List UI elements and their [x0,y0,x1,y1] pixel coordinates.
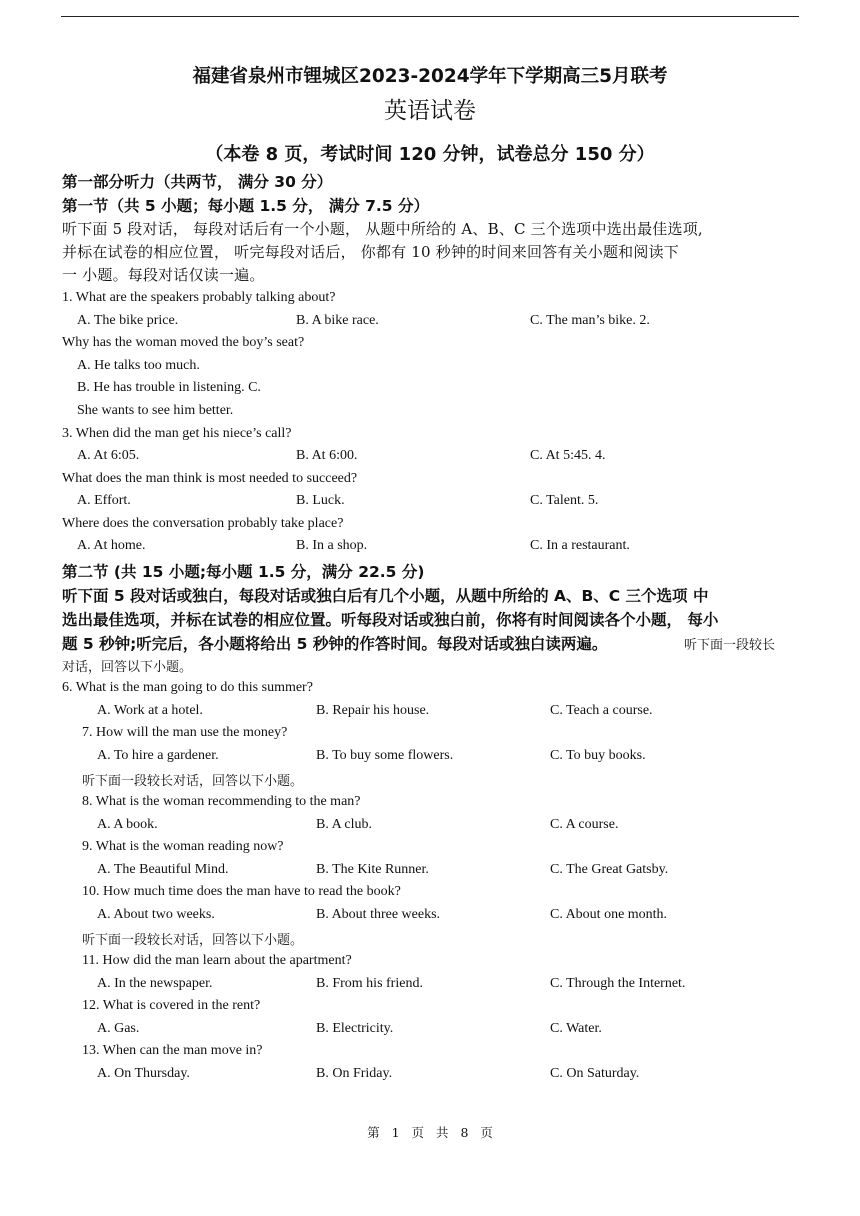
page-footer: 第 1 页 共 8 页 [367,1125,493,1140]
q7-option-a: A. To hire a gardener. [97,748,219,763]
section1-instruction-line-1: 听下面 5 段对话， 每段对话后有一个小题， 从题中所给的 A、B、C 三个选项中选出最佳选项, [62,220,703,238]
exam-subject: 英语试卷 [384,98,476,124]
q13-option-c: C. On Saturday. [550,1066,640,1081]
q12-option-a: A. Gas. [97,1021,140,1036]
question-10: 10. How much time does the man have to read the book? [82,884,401,899]
q5-option-c: C. In a restaurant. [530,538,630,553]
question-9: 9. What is the woman reading now? [82,839,284,854]
question-2: Why has the woman moved the boy’s seat? [62,335,305,350]
question-5: Where does the conversation probably take place? [62,516,344,531]
q10-option-b: B. About three weeks. [316,907,441,922]
question-13: 13. When can the man move in? [82,1043,263,1058]
question-1: 1. What are the speakers probably talking about? [62,290,336,305]
q2-option-c: She wants to see him better. [77,403,234,418]
question-3: 3. When did the man get his niece’s call? [62,426,292,441]
q8-option-c: C. A course. [550,817,619,832]
section2-instruction-line-1: 听下面 5 段对话或独白，每段对话或独白后有几个小题，从题中所给的 A、B、C 三个选项 中 [62,587,709,605]
q12-option-c: C. Water. [550,1021,602,1036]
q8-option-a: A. A book. [97,817,158,832]
q7-option-c: C. To buy books. [550,748,646,763]
exam-title: 福建省泉州市锂城区2023-2024学年下学期高三5月联考 [192,66,668,87]
q10-option-a: A. About two weeks. [97,907,215,922]
q1-option-c: C. The man’s bike. 2. [530,313,650,328]
q4-option-b: B. Luck. [296,493,345,508]
question-8: 8. What is the woman recommending to the man? [82,794,361,809]
listen-note-inline: 听下面一段较长 [684,638,776,653]
q2-option-a: A. He talks too much. [77,358,200,373]
q11-option-c: C. Through the Internet. [550,976,686,991]
section1-instruction-line-2: 并标在试卷的相应位置， 听完每段对话后， 你都有 10 秒钟的时间来回答有关小题和阅读下 [62,243,679,261]
q10-option-c: C. About one month. [550,907,668,922]
section1-instruction-line-3: 一 小题。每段对话仅读一遍。 [62,266,265,284]
q7-option-b: B. To buy some flowers. [316,748,454,763]
part1-heading: 第一部分听力（共两节， 满分 30 分） [62,173,333,191]
q8-option-b: B. A club. [316,817,373,832]
q1-option-b: B. A bike race. [296,313,379,328]
q6-option-b: B. Repair his house. [316,703,430,718]
listen-note-2: 听下面一段较长对话，回答以下小题。 [82,933,304,948]
q11-option-a: A. In the newspaper. [97,976,213,991]
q11-option-b: B. From his friend. [316,976,423,991]
q12-option-b: B. Electricity. [316,1021,394,1036]
question-12: 12. What is covered in the rent? [82,998,261,1013]
section2-instruction-line-3: 题 5 秒钟;听完后，各小题将给出 5 秒钟的作答时间。每段对话或独白读两遍。 [62,635,608,653]
q9-option-c: C. The Great Gatsby. [550,862,669,877]
top-rule [61,16,799,17]
question-4: What does the man think is most needed to succeed? [62,471,358,486]
q3-option-a: A. At 6:05. [77,448,140,463]
question-11: 11. How did the man learn about the apartment? [82,953,352,968]
exam-info: （本卷 8 页，考试时间 120 分钟，试卷总分 150 分） [205,144,655,165]
q6-option-c: C. Teach a course. [550,703,653,718]
q13-option-b: B. On Friday. [316,1066,393,1081]
q13-option-a: A. On Thursday. [97,1066,190,1081]
q4-option-a: A. Effort. [77,493,131,508]
q5-option-a: A. At home. [77,538,146,553]
q4-option-c: C. Talent. 5. [530,493,599,508]
q3-option-c: C. At 5:45. 4. [530,448,606,463]
q9-option-b: B. The Kite Runner. [316,862,429,877]
question-6: 6. What is the man going to do this summer? [62,680,313,695]
question-7: 7. How will the man use the money? [82,725,288,740]
section1-heading: 第一节（共 5 小题；每小题 1.5 分， 满分 7.5 分） [62,197,429,215]
section2-heading: 第二节 (共 15 小题;每小题 1.5 分，满分 22.5 分) [62,563,425,581]
q2-option-b: B. He has trouble in listening. C. [77,380,261,395]
q5-option-b: B. In a shop. [296,538,368,553]
q9-option-a: A. The Beautiful Mind. [97,862,229,877]
q1-option-a: A. The bike price. [77,313,179,328]
section2-instruction-line-2: 选出最佳选项，并标在试卷的相应位置。听每段对话或独白前，你将有时间阅读各个小题， 每小 [62,611,719,629]
q6-option-a: A. Work at a hotel. [97,703,203,718]
q3-option-b: B. At 6:00. [296,448,358,463]
listen-note-1: 听下面一段较长对话，回答以下小题。 [82,774,304,789]
section2-instruction-line-4: 对话，回答以下小题。 [62,660,193,675]
